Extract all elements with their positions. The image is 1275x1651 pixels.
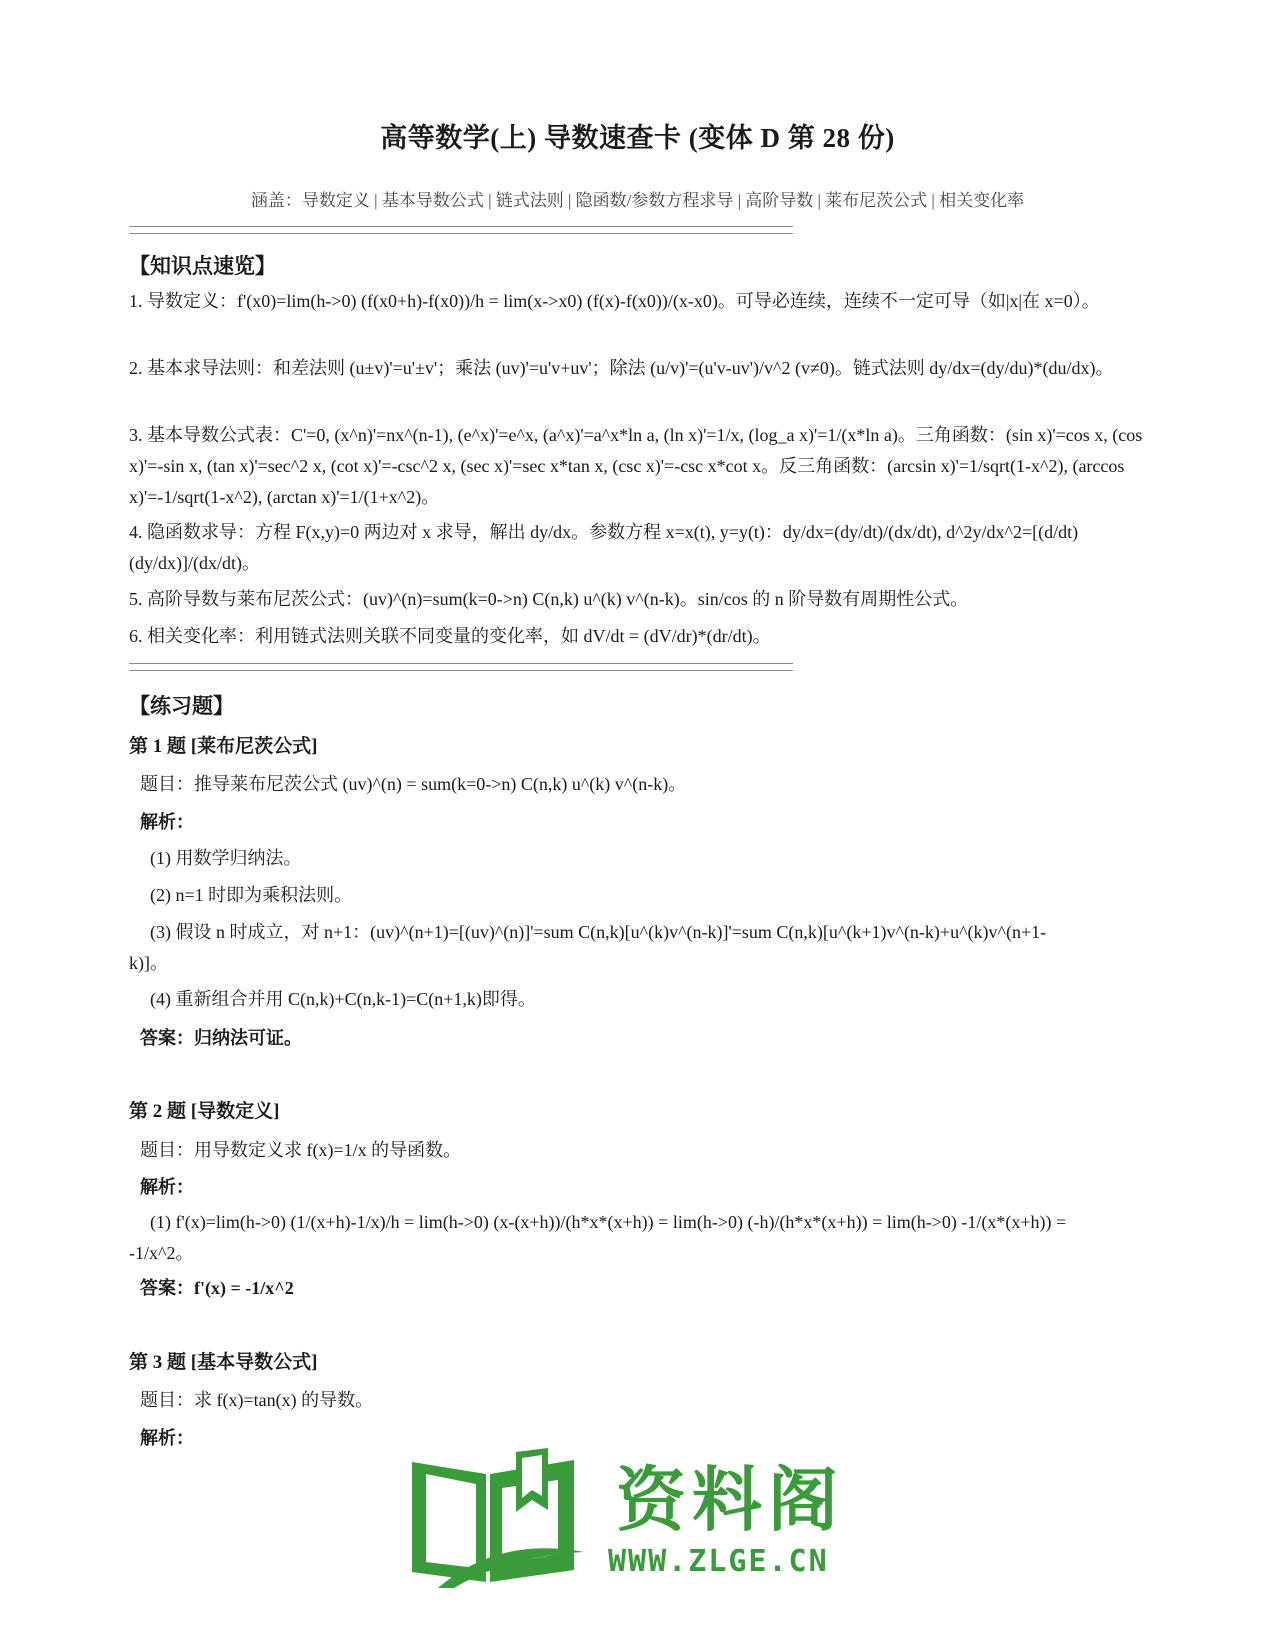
question-1-analysis-label: 解析： — [140, 812, 194, 832]
question-1-step-4: (4) 重新组合并用 C(n,k)+C(n,k-1)=C(n+1,k)即得。 — [150, 989, 536, 1009]
question-1-problem: 题目：推导莱布尼茨公式 (uv)^(n) = sum(k=0->n) C(n,k) u^(k) v^(n-k)。 — [140, 774, 687, 794]
knowledge-item-3: 3. 基本导数公式表：C'=0, (x^n)'=nx^(n-1), (e^x)'=e^x, (a^x)'=a^x*ln a, (ln x)'=1/x, (log_a x)'=1/(x*ln a)。三角函数：(sin x)'=cos x, (cos x)'=-sin x, (tan x)'=sec^2 x, (cot x)'=-csc^2 x, (sec x)'=sec x*tan x, (csc x)'=-csc x*cot x。反三角函数：(arcsin x)'=1/sqrt(1-x^2), (arccos x)'=-1/sqrt(1-x^2), (arctan x)'=1/(1+x^2)。 — [129, 425, 1143, 507]
divider — [129, 226, 793, 234]
question-2-answer: 答案：f'(x) = -1/x^2 — [140, 1278, 294, 1298]
question-2-problem: 题目：用导数定义求 f(x)=1/x 的导函数。 — [140, 1140, 462, 1160]
divider — [129, 663, 793, 671]
knowledge-item-6: 6. 相关变化率：利用链式法则关联不同变量的变化率，如 dV/dt = (dV/dr)*(dr/dt)。 — [129, 626, 771, 646]
question-1-answer: 答案：归纳法可证。 — [140, 1028, 302, 1048]
knowledge-item-1: 1. 导数定义：f'(x0)=lim(h->0) (f(x0+h)-f(x0))/h = lim(x->x0) (f(x)-f(x0))/(x-x0)。可导必连续，连续不一定可导（如|x|在 x=0）。 — [129, 291, 1100, 311]
logo-name: 资料阁 — [616, 1459, 844, 1541]
section-heading-exercises: 【练习题】 — [129, 694, 234, 718]
question-3-heading: 第 3 题 [基本导数公式] — [129, 1352, 318, 1373]
knowledge-item-5: 5. 高阶导数与莱布尼茨公式：(uv)^(n)=sum(k=0->n) C(n,k) u^(k) v^(n-k)。sin/cos 的 n 阶导数有周期性公式。 — [129, 589, 969, 609]
knowledge-item-4: 4. 隐函数求导：方程 F(x,y)=0 两边对 x 求导，解出 dy/dx。参数方程 x=x(t), y=y(t)：dy/dx=(dy/dt)/(dx/dt), d^2y/dx^2=[(d/dt)(dy/dx)]/(dx/dt)。 — [129, 522, 1079, 573]
question-1-step-1: (1) 用数学归纳法。 — [150, 848, 302, 868]
question-1-heading: 第 1 题 [莱布尼茨公式] — [129, 736, 318, 757]
question-3-analysis-label: 解析： — [140, 1428, 194, 1448]
page-subtitle: 涵盖：导数定义 | 基本导数公式 | 链式法则 | 隐函数/参数方程求导 | 高阶导数 | 莱布尼茨公式 | 相关变化率 — [250, 191, 1025, 210]
knowledge-item-2: 2. 基本求导法则：和差法则 (u±v)'=u'±v'；乘法 (uv)'=u'v+uv'；除法 (u/v)'=(u'v-uv')/v^2 (v≠0)。链式法则 dy/dx=(dy/du)*(du/dx)。 — [129, 358, 1114, 378]
book-icon — [398, 1440, 588, 1590]
question-1-step-2: (2) n=1 时即为乘积法则。 — [150, 885, 353, 905]
question-1-step-3: (3) 假设 n 时成立，对 n+1：(uv)^(n+1)=[(uv)^(n)]'=sum C(n,k)[u^(k)v^(n-k)]'=sum C(n,k)[u^(k+1)v^(n-k)+u^(k)v^(n+1-k)]。 — [129, 922, 1047, 973]
logo-url: WWW.ZLGE.CN — [608, 1544, 829, 1579]
question-2-heading: 第 2 题 [导数定义] — [129, 1101, 280, 1122]
page-title: 高等数学(上) 导数速查卡 (变体 D 第 28 份) — [380, 123, 895, 153]
watermark-logo — [398, 1440, 868, 1590]
section-heading-knowledge: 【知识点速览】 — [129, 254, 276, 278]
question-2-step-1: (1) f'(x)=lim(h->0) (1/(x+h)-1/x)/h = lim(h->0) (x-(x+h))/(h*x*(x+h)) = lim(h->0) (-h)/(h*x*(x+h)) = lim(h->0) -1/(x*(x+h)) = -1/x^2。 — [129, 1212, 1067, 1263]
question-2-analysis-label: 解析： — [140, 1177, 194, 1197]
question-3-problem: 题目：求 f(x)=tan(x) 的导数。 — [140, 1390, 374, 1410]
